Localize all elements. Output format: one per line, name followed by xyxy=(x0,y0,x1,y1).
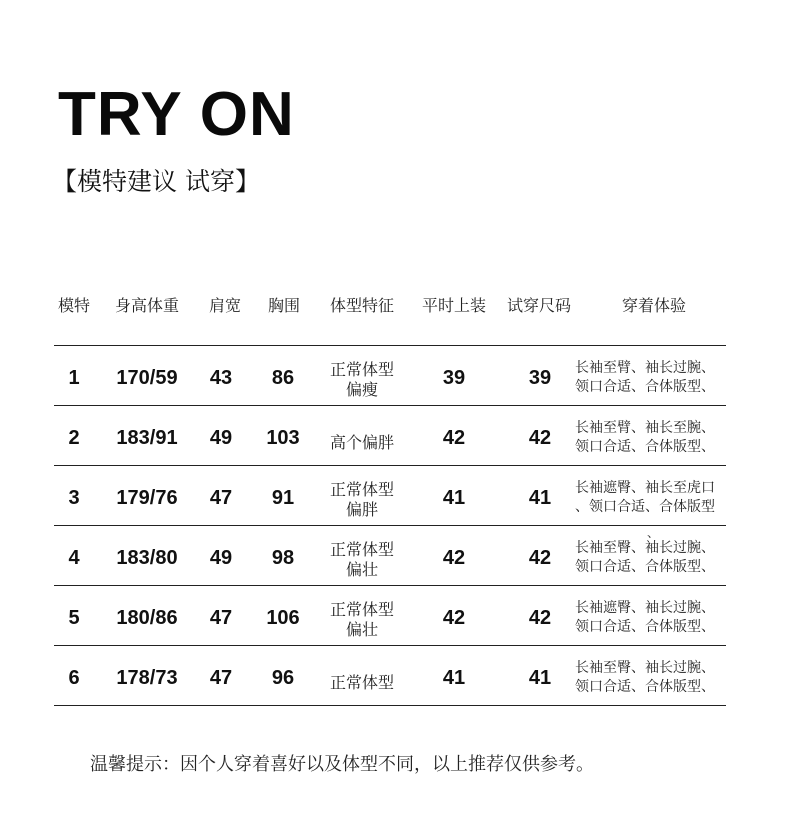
table-row xyxy=(0,408,790,468)
header-experience: 穿着体验 xyxy=(621,296,687,315)
experience-line: 领口合适、合体版型、 xyxy=(575,439,715,455)
cell-experience xyxy=(575,648,775,708)
experience-line: 、领口合适、合体版型 xyxy=(575,499,715,515)
table-row xyxy=(0,348,790,408)
cell-usual-size: 39 xyxy=(442,366,466,389)
cell-chest: 103 xyxy=(266,426,300,449)
table-rule xyxy=(54,705,726,706)
header-chest: 胸围 xyxy=(267,296,301,315)
cell-chest: 96 xyxy=(271,666,295,689)
cell-model: 6 xyxy=(68,666,80,689)
experience-line: 长袖遮臀、袖长至虎口 xyxy=(575,480,715,496)
body-type-line: 正常体型 xyxy=(329,600,395,619)
cell-experience xyxy=(575,408,775,468)
cell-body-type xyxy=(330,588,394,648)
table-rule xyxy=(54,585,726,586)
cell-model: 4 xyxy=(68,546,80,569)
header-shoulder: 肩宽 xyxy=(208,296,242,315)
cell-height-weight: 179/76 xyxy=(116,486,178,509)
cell-height-weight: 183/91 xyxy=(116,426,178,449)
experience-line: 长袖至臂、袖长至腕、 xyxy=(575,420,715,436)
table-row xyxy=(0,588,790,648)
body-type-line: 高个偏胖 xyxy=(329,433,395,452)
cell-chest: 86 xyxy=(271,366,295,389)
cell-tried-size: 42 xyxy=(528,426,552,449)
table-row xyxy=(0,468,790,528)
table-rule xyxy=(54,405,726,406)
cell-tried-size: 42 xyxy=(528,606,552,629)
table-row xyxy=(0,528,790,588)
cell-usual-size: 41 xyxy=(442,486,466,509)
cell-tried-size: 41 xyxy=(528,486,552,509)
table-rule-top xyxy=(54,345,726,346)
cell-shoulder: 49 xyxy=(209,426,233,449)
cell-body-type xyxy=(330,528,394,588)
page-subtitle: 【模特建议 试穿】 xyxy=(52,167,260,196)
cell-usual-size: 42 xyxy=(442,546,466,569)
cell-height-weight: 180/86 xyxy=(116,606,178,629)
body-type-line: 偏壮 xyxy=(345,620,379,639)
table-header xyxy=(0,294,790,318)
header-usual-size: 平时上装 xyxy=(421,296,487,315)
cell-experience xyxy=(575,348,775,408)
cell-model: 5 xyxy=(68,606,80,629)
body-type-line: 偏瘦 xyxy=(345,380,379,399)
header-body-type: 体型特征 xyxy=(329,296,395,315)
cell-chest: 91 xyxy=(271,486,295,509)
table-row xyxy=(0,648,790,708)
body-type-line: 偏胖 xyxy=(345,500,379,519)
header-height-weight: 身高体重 xyxy=(114,296,180,315)
cell-experience xyxy=(575,528,775,588)
cell-model: 1 xyxy=(68,366,80,389)
cell-height-weight: 178/73 xyxy=(116,666,178,689)
cell-chest: 98 xyxy=(271,546,295,569)
body-type-line: 正常体型 xyxy=(329,540,395,559)
cell-height-weight: 170/59 xyxy=(116,366,178,389)
experience-line: 长袖遮臀、袖长过腕、 xyxy=(575,600,715,616)
table-rule xyxy=(54,645,726,646)
cell-tried-size: 39 xyxy=(528,366,552,389)
cell-chest: 106 xyxy=(266,606,300,629)
cell-experience xyxy=(575,588,775,648)
body-type-line: 偏壮 xyxy=(345,560,379,579)
cell-usual-size: 42 xyxy=(442,606,466,629)
cell-tried-size: 42 xyxy=(528,546,552,569)
header-model: 模特 xyxy=(57,296,91,315)
cell-shoulder: 47 xyxy=(209,666,233,689)
body-type-line: 正常体型 xyxy=(329,360,395,379)
cell-body-type xyxy=(330,348,394,408)
cell-body-type xyxy=(330,468,394,528)
footnote: 温馨提示：因个人穿着喜好以及体型不同，以上推荐仅供参考。 xyxy=(90,754,594,775)
experience-line: 长袖至臀、袖长过腕、 xyxy=(575,660,715,676)
cell-body-type xyxy=(330,648,394,708)
cell-usual-size: 41 xyxy=(442,666,466,689)
cell-body-type xyxy=(330,408,394,468)
cell-shoulder: 47 xyxy=(209,606,233,629)
cell-shoulder: 49 xyxy=(209,546,233,569)
cell-model: 2 xyxy=(68,426,80,449)
cell-shoulder: 43 xyxy=(209,366,233,389)
cell-usual-size: 42 xyxy=(442,426,466,449)
experience-line: 长袖至臂、袖长过腕、 xyxy=(575,360,715,376)
page-title: TRY ON xyxy=(58,80,295,149)
table-rule xyxy=(54,465,726,466)
experience-line: 领口合适、合体版型、 xyxy=(575,559,715,575)
experience-line: 领口合适、合体版型、 xyxy=(575,679,715,695)
table-rule xyxy=(54,525,726,526)
cell-height-weight: 183/80 xyxy=(116,546,178,569)
experience-line: 领口合适、合体版型、 xyxy=(575,379,715,395)
body-type-line: 正常体型 xyxy=(329,673,395,692)
cell-experience xyxy=(575,468,775,528)
cell-tried-size: 41 xyxy=(528,666,552,689)
header-tried-size: 试穿尺码 xyxy=(506,296,572,315)
experience-line: 领口合适、合体版型、 xyxy=(575,619,715,635)
stray-mark: 、 xyxy=(647,526,660,540)
experience-line: 长袖至臀、袖长过腕、 xyxy=(575,540,715,556)
cell-model: 3 xyxy=(68,486,80,509)
cell-shoulder: 47 xyxy=(209,486,233,509)
body-type-line: 正常体型 xyxy=(329,480,395,499)
